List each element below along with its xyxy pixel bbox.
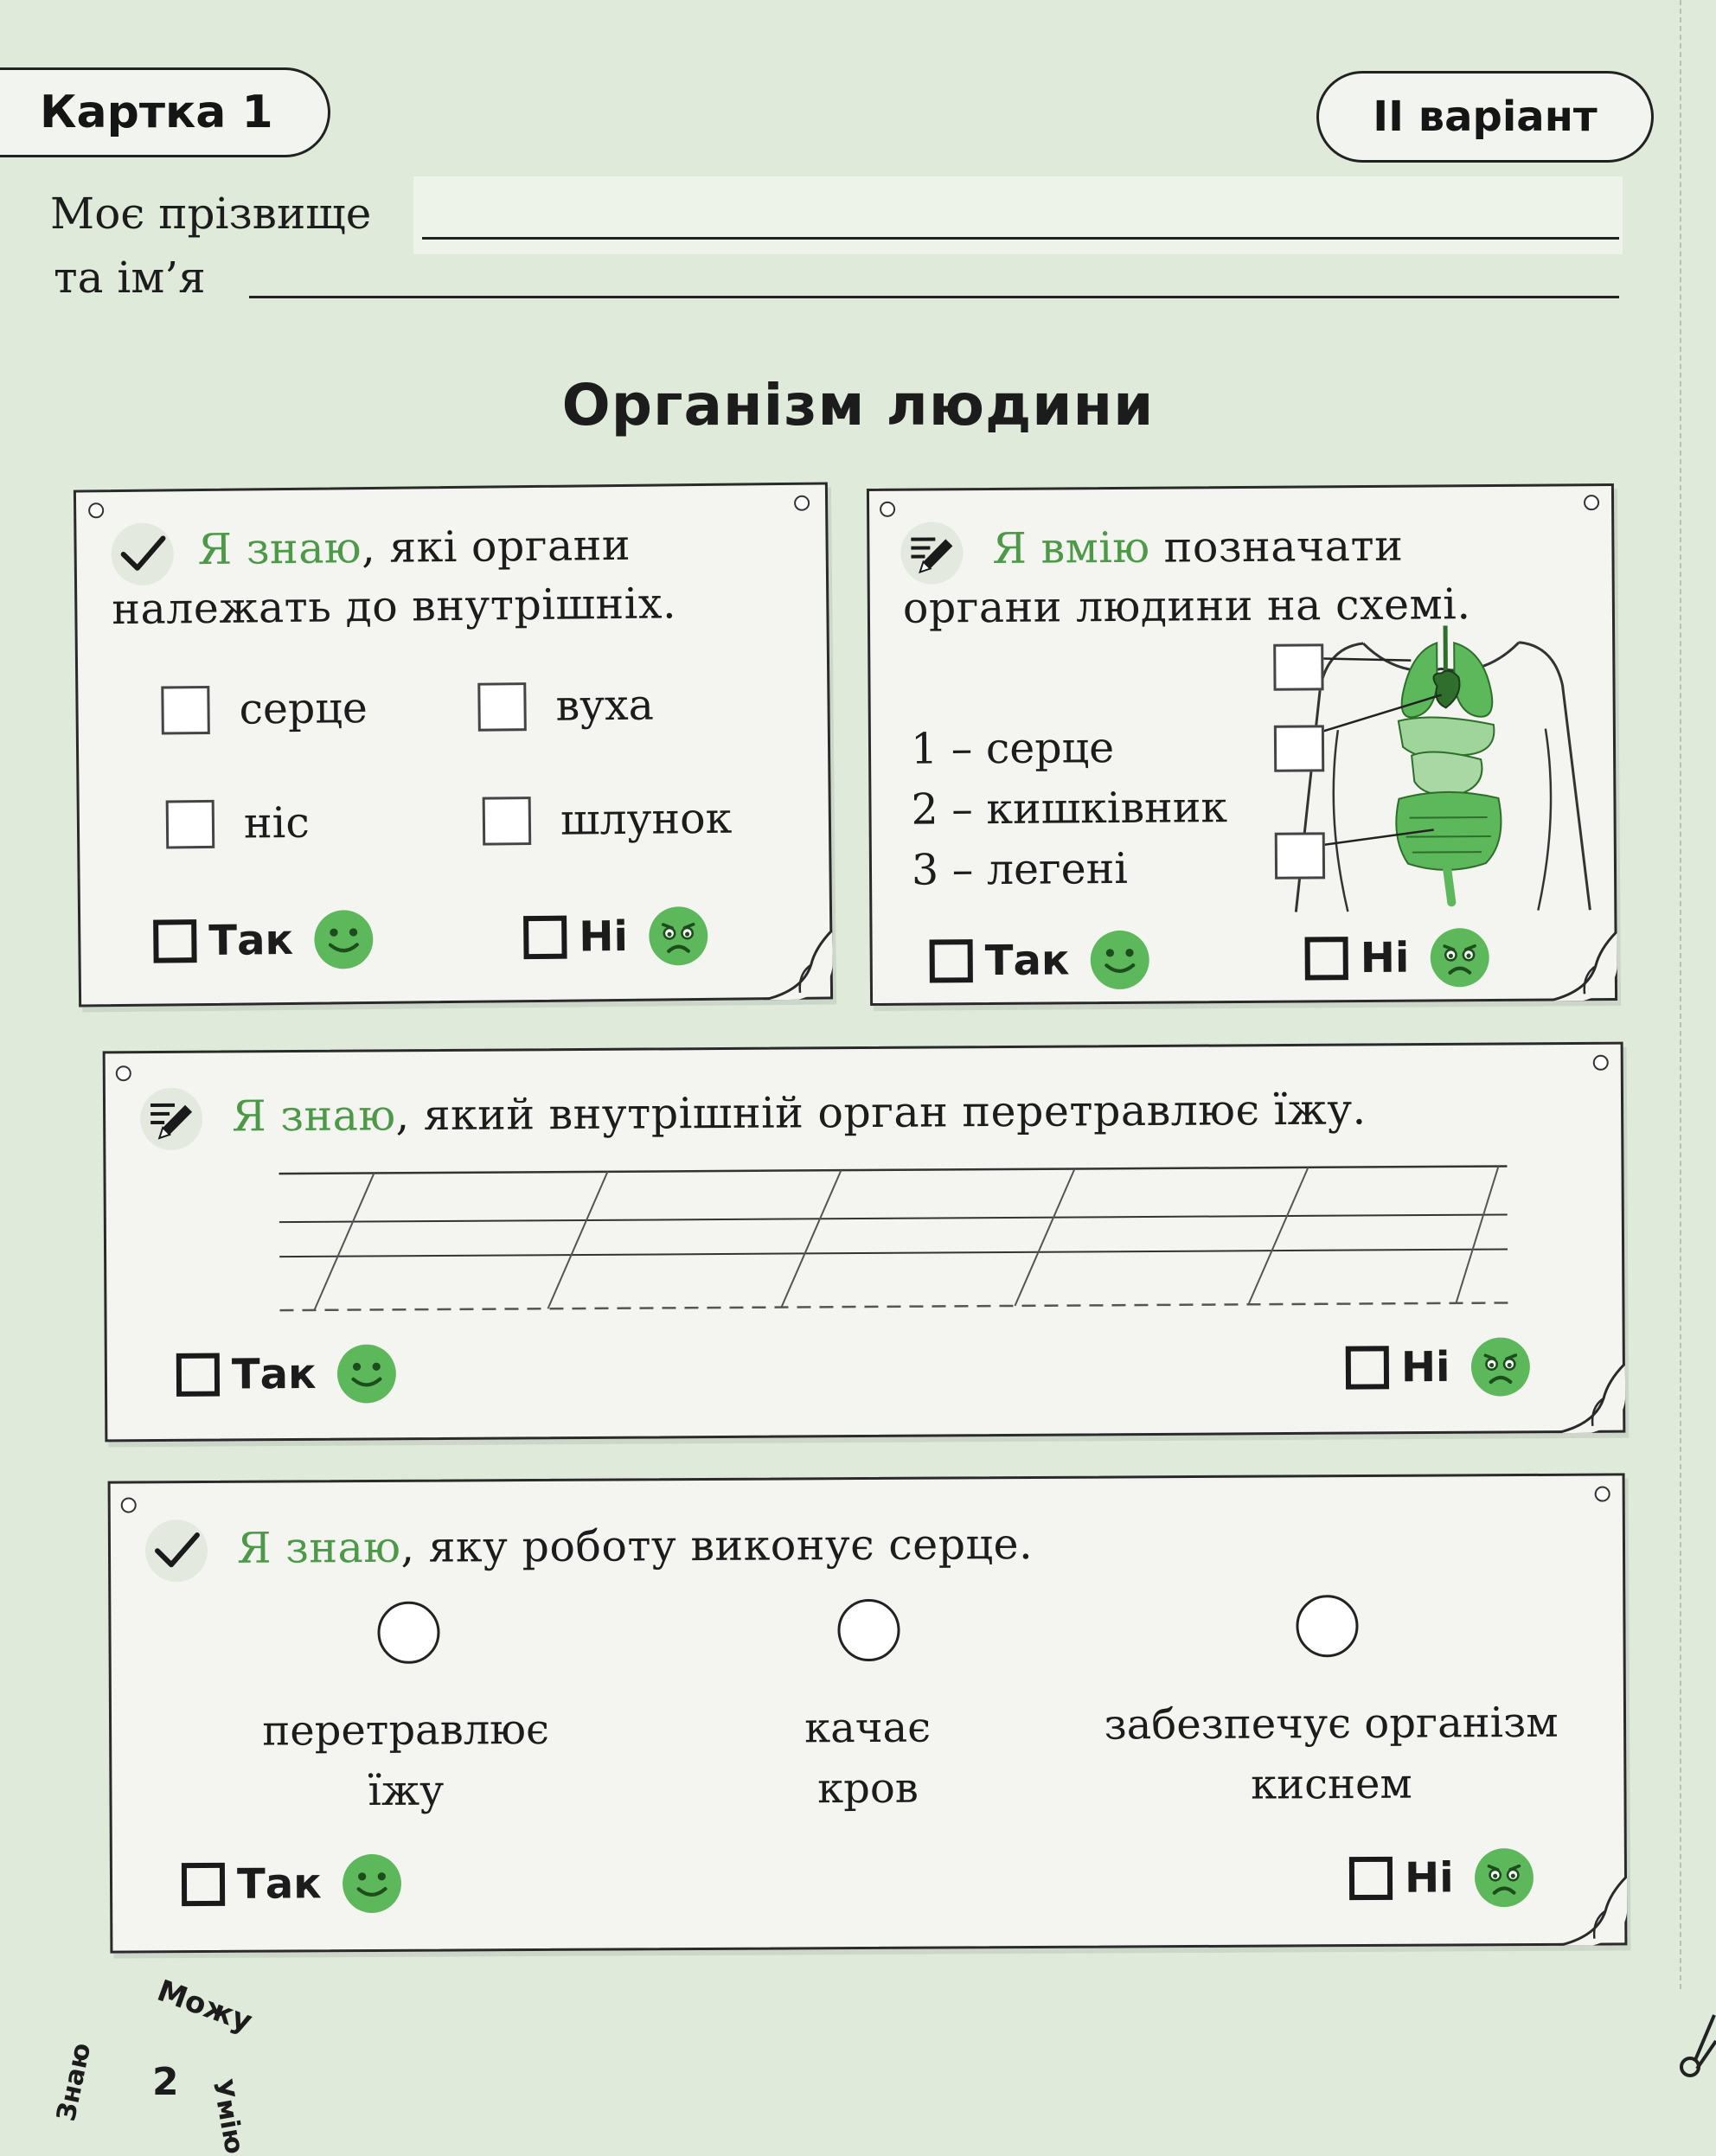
self-check-yes[interactable] bbox=[153, 908, 375, 973]
yes-checkbox[interactable] bbox=[153, 919, 197, 963]
no-checkbox[interactable] bbox=[1346, 1346, 1389, 1389]
name-label: та ім’я bbox=[54, 253, 206, 303]
cut-line bbox=[1680, 0, 1681, 1989]
task2-lead: Я вмію bbox=[992, 523, 1150, 573]
sad-face-icon bbox=[1469, 1335, 1531, 1398]
checkbox[interactable] bbox=[483, 797, 532, 846]
option-radio-pumps-blood[interactable] bbox=[837, 1599, 900, 1661]
option-label: вуха bbox=[555, 681, 654, 731]
task-card-digestion bbox=[103, 1042, 1626, 1443]
badge-word-right: Умію bbox=[207, 2077, 250, 2156]
pin-hole bbox=[116, 1065, 131, 1081]
self-check-no[interactable] bbox=[1304, 926, 1490, 989]
checkbox[interactable] bbox=[161, 685, 210, 734]
surname-input-line[interactable] bbox=[422, 237, 1619, 240]
pin-hole bbox=[1593, 1055, 1609, 1071]
sad-face-icon bbox=[1472, 1846, 1534, 1909]
option-heart[interactable] bbox=[161, 683, 368, 734]
sad-face-icon bbox=[647, 905, 710, 968]
yes-label: Так bbox=[232, 1350, 317, 1399]
no-label: Ні bbox=[1405, 1853, 1454, 1902]
no-label: Ні bbox=[579, 912, 628, 962]
diagram-label-box-heart[interactable] bbox=[1274, 725, 1324, 771]
pin-hole bbox=[880, 502, 895, 517]
option-pumps-blood-label: качає кров bbox=[695, 1697, 1041, 1820]
card-number-badge bbox=[0, 67, 330, 157]
pin-hole bbox=[1595, 1487, 1610, 1502]
task3-lead: Я знаю bbox=[232, 1091, 396, 1141]
diagram-label-box-lungs[interactable] bbox=[1273, 643, 1323, 690]
self-check-yes[interactable] bbox=[182, 1852, 403, 1916]
yes-label: Так bbox=[237, 1859, 322, 1909]
pin-hole bbox=[121, 1497, 137, 1513]
option-nose[interactable] bbox=[166, 798, 310, 849]
card-number-label: Картка 1 bbox=[40, 86, 273, 138]
pin-hole bbox=[88, 502, 104, 518]
yes-checkbox[interactable] bbox=[176, 1353, 220, 1397]
page-curl-decoration bbox=[1556, 1364, 1625, 1433]
task3-text: , який внутрішній орган перетравлює їжу. bbox=[395, 1084, 1366, 1140]
task1-text-line1: , які органи bbox=[362, 521, 631, 573]
smile-icon bbox=[335, 1342, 397, 1404]
checkbox[interactable] bbox=[166, 799, 215, 848]
diagram-label-box-intestine[interactable] bbox=[1275, 832, 1325, 879]
legend-intestine: 2 – кишківник bbox=[911, 783, 1227, 835]
page-title: Організм людини bbox=[0, 372, 1716, 438]
option-radio-oxygen[interactable] bbox=[1296, 1595, 1358, 1657]
badge-word-left: Знаю bbox=[51, 2040, 97, 2124]
badge-word-top: Можу bbox=[153, 1974, 257, 2039]
legend-lungs: 3 – легені bbox=[912, 844, 1128, 895]
pin-hole bbox=[1584, 495, 1599, 510]
no-label: Ні bbox=[1401, 1343, 1450, 1391]
self-check-no[interactable] bbox=[523, 905, 709, 969]
checkbox[interactable] bbox=[477, 682, 527, 732]
option-stomach[interactable] bbox=[483, 794, 733, 846]
no-checkbox[interactable] bbox=[1349, 1857, 1393, 1900]
option-oxygen-label: забезпечує організм киснем bbox=[1063, 1692, 1600, 1816]
self-check-yes[interactable] bbox=[176, 1342, 398, 1406]
self-check-yes[interactable] bbox=[929, 929, 1150, 993]
surname-field-background bbox=[413, 176, 1623, 254]
smile-icon bbox=[1088, 929, 1151, 992]
option-radio-digests[interactable] bbox=[377, 1602, 439, 1664]
yes-label: Так bbox=[985, 936, 1070, 985]
smile-icon bbox=[341, 1852, 403, 1915]
page-curl-decoration bbox=[1548, 931, 1618, 1001]
task-card-heart-function bbox=[108, 1473, 1628, 1953]
scissors-icon bbox=[1673, 2006, 1716, 2084]
task1-question bbox=[111, 515, 676, 639]
task2-text-line1: позначати bbox=[1149, 521, 1403, 573]
option-label: серце bbox=[239, 683, 368, 734]
self-check-no[interactable] bbox=[1346, 1335, 1532, 1398]
smile-icon bbox=[312, 908, 375, 971]
task1-text-line2: належать до внутрішніх. bbox=[112, 579, 676, 634]
surname-label: Моє прізвище bbox=[50, 189, 371, 239]
page-curl-decoration bbox=[1558, 1876, 1627, 1945]
option-ears[interactable] bbox=[477, 681, 654, 732]
task4-question bbox=[147, 1515, 1033, 1578]
option-label: шлунок bbox=[560, 794, 733, 845]
pin-hole bbox=[794, 496, 810, 511]
yes-label: Так bbox=[208, 916, 293, 965]
variant-label: ІІ варіант bbox=[1373, 93, 1597, 141]
yes-checkbox[interactable] bbox=[182, 1863, 225, 1906]
yes-checkbox[interactable] bbox=[930, 939, 973, 982]
name-input-line[interactable] bbox=[249, 296, 1619, 298]
no-checkbox[interactable] bbox=[523, 916, 567, 960]
page-curl-decoration bbox=[763, 930, 833, 1000]
option-label: ніс bbox=[244, 798, 310, 848]
task-card-internal-organs bbox=[74, 482, 833, 1007]
variant-badge bbox=[1316, 71, 1654, 163]
sad-face-icon bbox=[1428, 926, 1491, 989]
task2-text-line2: органи людини на схемі. bbox=[903, 579, 1471, 633]
task3-question bbox=[142, 1080, 1367, 1147]
task1-lead: Я знаю bbox=[197, 523, 362, 574]
task4-lead: Я знаю bbox=[237, 1523, 401, 1573]
self-check-no[interactable] bbox=[1349, 1846, 1535, 1910]
task-card-body-diagram bbox=[867, 483, 1617, 1006]
option-digests-label: перетравлює їжу bbox=[233, 1699, 579, 1822]
legend-heart: 1 – серце bbox=[911, 723, 1115, 774]
handwriting-lines[interactable] bbox=[279, 1157, 1508, 1321]
task4-text: , яку роботу виконує серце. bbox=[400, 1519, 1033, 1572]
no-label: Ні bbox=[1361, 934, 1410, 982]
no-checkbox[interactable] bbox=[1305, 937, 1348, 980]
page-number-badge bbox=[61, 1980, 268, 2153]
task2-question bbox=[902, 516, 1470, 638]
page-number: 2 bbox=[152, 2060, 179, 2104]
